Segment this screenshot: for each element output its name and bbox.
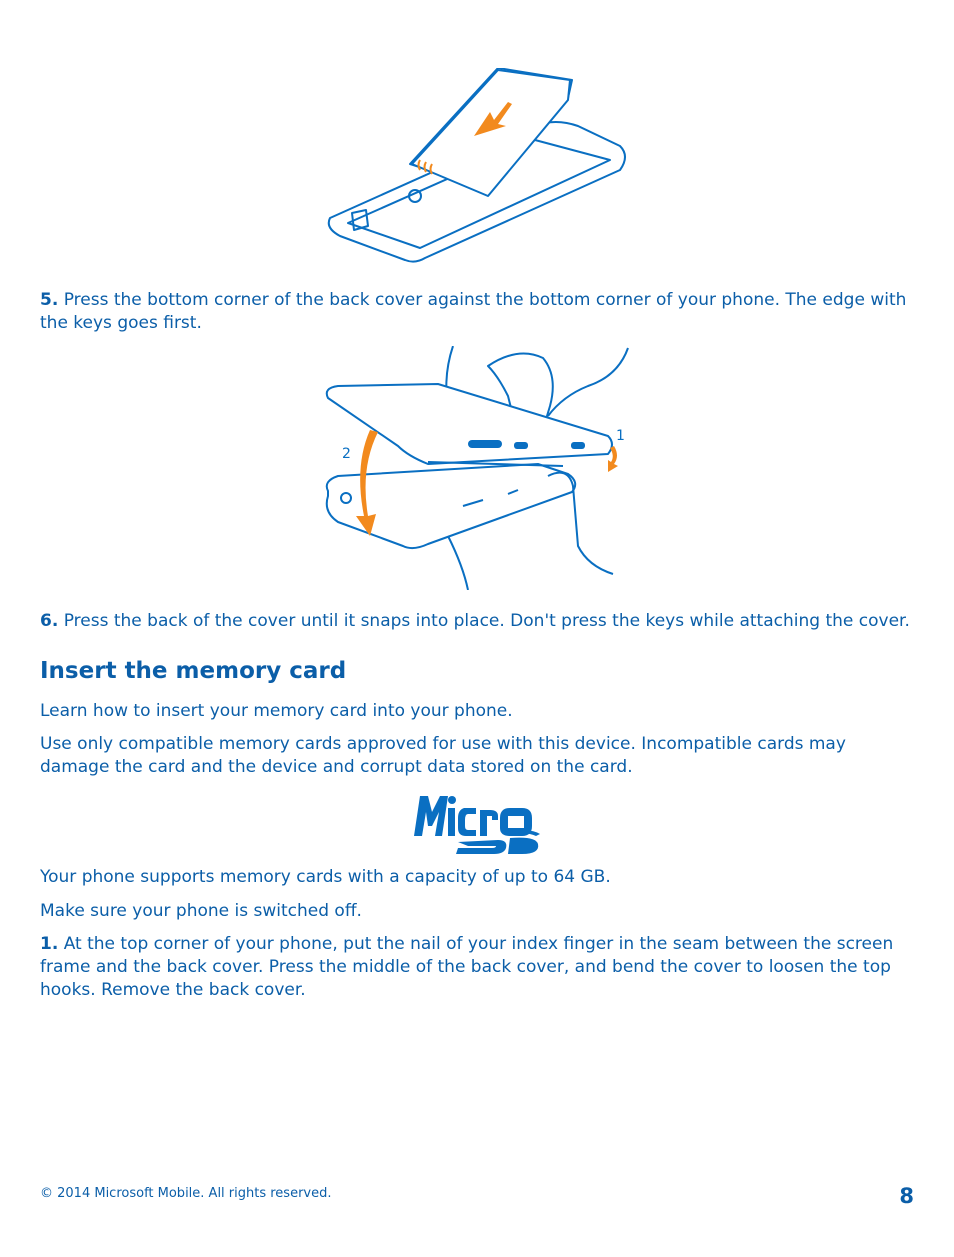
step-5-paragraph (40, 289, 920, 335)
section-heading: Insert the memory card (40, 658, 347, 684)
copyright-footer: © 2014 Microsoft Mobile. All rights reserved. (40, 1186, 332, 1201)
step-1-paragraph (40, 933, 920, 1002)
page-number: 8 (899, 1184, 914, 1208)
figure-label-2: 2 (342, 446, 351, 462)
step-6-paragraph (40, 610, 920, 633)
step-number: 6. (40, 611, 59, 631)
step-number: 5. (40, 290, 59, 310)
microsd-logo (412, 788, 542, 854)
switch-off-paragraph: Make sure your phone is switched off. (40, 901, 362, 921)
warning-paragraph: Use only compatible memory cards approved for use with this device. Incompatible cards may damage the card and the device and corrupt data stored on the card. (40, 734, 846, 777)
capacity-paragraph: Your phone supports memory cards with a capacity of up to 64 GB. (40, 867, 611, 887)
back-cover-attach-illustration (318, 346, 636, 590)
battery-insertion-illustration (320, 68, 632, 266)
step-text: Press the back of the cover until it snaps into place. Don't press the keys while attaching the cover. (63, 611, 910, 631)
intro-paragraph: Learn how to insert your memory card into your phone. (40, 701, 513, 721)
step-text: Press the bottom corner of the back cover against the bottom corner of your phone. The edge with the keys goes first. (40, 290, 907, 333)
figure-label-1: 1 (616, 428, 625, 444)
step-number: 1. (40, 934, 59, 954)
step-text: At the top corner of your phone, put the nail of your index finger in the seam between the screen frame and the back cover. Press the middle of the back cover, and bend the cover to loosen the top hooks. Remove the back cover. (40, 934, 894, 1000)
